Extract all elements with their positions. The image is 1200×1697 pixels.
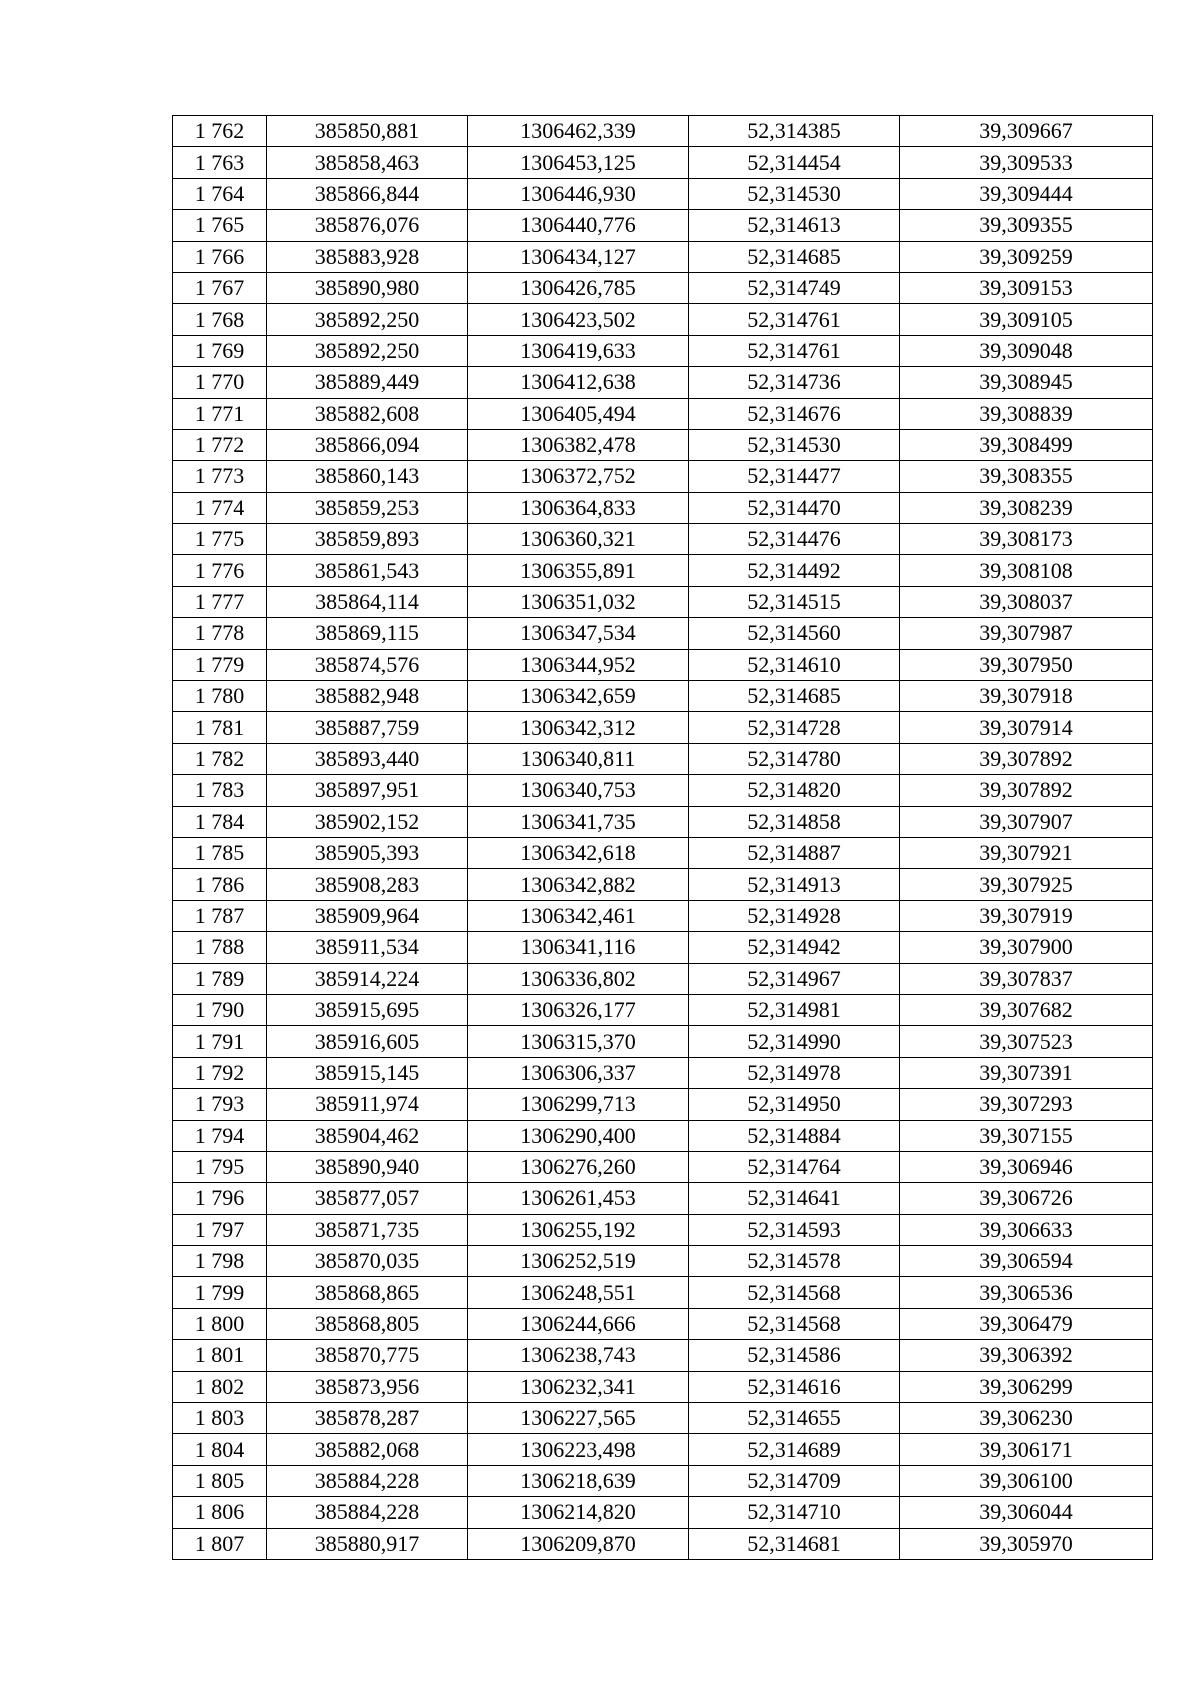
- x-coordinate-cell: 385889,449: [267, 367, 468, 398]
- y-coordinate-cell: 1306347,534: [468, 618, 689, 649]
- x-coordinate-cell: 385911,534: [267, 932, 468, 963]
- latitude-cell: 52,314950: [689, 1089, 900, 1120]
- table-row: [173, 1120, 1153, 1151]
- x-coordinate-cell: 385858,463: [267, 147, 468, 178]
- table-row: [173, 869, 1153, 900]
- longitude-cell: 39,305970: [900, 1528, 1153, 1559]
- table-row: [173, 681, 1153, 712]
- table-row: [173, 147, 1153, 178]
- table-row: [173, 775, 1153, 806]
- latitude-cell: 52,314913: [689, 869, 900, 900]
- longitude-cell: 39,308839: [900, 398, 1153, 429]
- x-coordinate-cell: 385897,951: [267, 775, 468, 806]
- longitude-cell: 39,306594: [900, 1246, 1153, 1277]
- latitude-cell: 52,314613: [689, 210, 900, 241]
- longitude-cell: 39,308239: [900, 492, 1153, 523]
- y-coordinate-cell: 1306299,713: [468, 1089, 689, 1120]
- latitude-cell: 52,314593: [689, 1214, 900, 1245]
- latitude-cell: 52,314530: [689, 429, 900, 460]
- y-coordinate-cell: 1306315,370: [468, 1026, 689, 1057]
- y-coordinate-cell: 1306238,743: [468, 1340, 689, 1371]
- y-coordinate-cell: 1306227,565: [468, 1403, 689, 1434]
- point-number-cell: 1 781: [173, 712, 267, 743]
- table-row: [173, 1214, 1153, 1245]
- longitude-cell: 39,307523: [900, 1026, 1153, 1057]
- latitude-cell: 52,314492: [689, 555, 900, 586]
- point-number-cell: 1 795: [173, 1151, 267, 1182]
- table-row: [173, 1434, 1153, 1465]
- table-row: [173, 492, 1153, 523]
- longitude-cell: 39,308173: [900, 524, 1153, 555]
- y-coordinate-cell: 1306209,870: [468, 1528, 689, 1559]
- latitude-cell: 52,314610: [689, 649, 900, 680]
- y-coordinate-cell: 1306223,498: [468, 1434, 689, 1465]
- x-coordinate-cell: 385868,865: [267, 1277, 468, 1308]
- y-coordinate-cell: 1306341,116: [468, 932, 689, 963]
- longitude-cell: 39,307155: [900, 1120, 1153, 1151]
- longitude-cell: 39,306100: [900, 1465, 1153, 1496]
- table-row: [173, 1151, 1153, 1182]
- x-coordinate-cell: 385850,881: [267, 116, 468, 147]
- x-coordinate-cell: 385860,143: [267, 461, 468, 492]
- longitude-cell: 39,306536: [900, 1277, 1153, 1308]
- longitude-cell: 39,309533: [900, 147, 1153, 178]
- x-coordinate-cell: 385864,114: [267, 586, 468, 617]
- latitude-cell: 52,314887: [689, 837, 900, 868]
- table-row: [173, 932, 1153, 963]
- point-number-cell: 1 800: [173, 1308, 267, 1339]
- point-number-cell: 1 766: [173, 241, 267, 272]
- latitude-cell: 52,314530: [689, 178, 900, 209]
- longitude-cell: 39,307892: [900, 775, 1153, 806]
- table-row: [173, 335, 1153, 366]
- longitude-cell: 39,306230: [900, 1403, 1153, 1434]
- latitude-cell: 52,314568: [689, 1277, 900, 1308]
- longitude-cell: 39,308108: [900, 555, 1153, 586]
- x-coordinate-cell: 385915,695: [267, 994, 468, 1025]
- table-row: [173, 1371, 1153, 1402]
- longitude-cell: 39,307914: [900, 712, 1153, 743]
- point-number-cell: 1 802: [173, 1371, 267, 1402]
- table-row: [173, 1277, 1153, 1308]
- y-coordinate-cell: 1306214,820: [468, 1497, 689, 1528]
- x-coordinate-cell: 385905,393: [267, 837, 468, 868]
- x-coordinate-cell: 385882,068: [267, 1434, 468, 1465]
- point-number-cell: 1 778: [173, 618, 267, 649]
- y-coordinate-cell: 1306342,659: [468, 681, 689, 712]
- table-row: [173, 116, 1153, 147]
- x-coordinate-cell: 385868,805: [267, 1308, 468, 1339]
- latitude-cell: 52,314568: [689, 1308, 900, 1339]
- longitude-cell: 39,307950: [900, 649, 1153, 680]
- x-coordinate-cell: 385876,076: [267, 210, 468, 241]
- point-number-cell: 1 807: [173, 1528, 267, 1559]
- table-row: [173, 586, 1153, 617]
- point-number-cell: 1 804: [173, 1434, 267, 1465]
- table-row: [173, 837, 1153, 868]
- x-coordinate-cell: 385916,605: [267, 1026, 468, 1057]
- table-row: [173, 555, 1153, 586]
- y-coordinate-cell: 1306446,930: [468, 178, 689, 209]
- table-row: [173, 1497, 1153, 1528]
- y-coordinate-cell: 1306340,753: [468, 775, 689, 806]
- table-row: [173, 524, 1153, 555]
- x-coordinate-cell: 385870,775: [267, 1340, 468, 1371]
- table-row: [173, 398, 1153, 429]
- latitude-cell: 52,314710: [689, 1497, 900, 1528]
- latitude-cell: 52,314586: [689, 1340, 900, 1371]
- x-coordinate-cell: 385866,844: [267, 178, 468, 209]
- longitude-cell: 39,307837: [900, 963, 1153, 994]
- longitude-cell: 39,307919: [900, 900, 1153, 931]
- latitude-cell: 52,314477: [689, 461, 900, 492]
- point-number-cell: 1 765: [173, 210, 267, 241]
- y-coordinate-cell: 1306276,260: [468, 1151, 689, 1182]
- point-number-cell: 1 770: [173, 367, 267, 398]
- x-coordinate-cell: 385869,115: [267, 618, 468, 649]
- point-number-cell: 1 794: [173, 1120, 267, 1151]
- longitude-cell: 39,309259: [900, 241, 1153, 272]
- y-coordinate-cell: 1306453,125: [468, 147, 689, 178]
- latitude-cell: 52,314709: [689, 1465, 900, 1496]
- y-coordinate-cell: 1306342,461: [468, 900, 689, 931]
- y-coordinate-cell: 1306244,666: [468, 1308, 689, 1339]
- point-number-cell: 1 772: [173, 429, 267, 460]
- x-coordinate-cell: 385882,948: [267, 681, 468, 712]
- table-row: [173, 1183, 1153, 1214]
- table-row: [173, 1340, 1153, 1371]
- longitude-cell: 39,306633: [900, 1214, 1153, 1245]
- longitude-cell: 39,306726: [900, 1183, 1153, 1214]
- x-coordinate-cell: 385873,956: [267, 1371, 468, 1402]
- x-coordinate-cell: 385911,974: [267, 1089, 468, 1120]
- y-coordinate-cell: 1306218,639: [468, 1465, 689, 1496]
- latitude-cell: 52,314942: [689, 932, 900, 963]
- point-number-cell: 1 792: [173, 1057, 267, 1088]
- table-row: [173, 1057, 1153, 1088]
- latitude-cell: 52,314685: [689, 681, 900, 712]
- x-coordinate-cell: 385904,462: [267, 1120, 468, 1151]
- longitude-cell: 39,306044: [900, 1497, 1153, 1528]
- x-coordinate-cell: 385884,228: [267, 1497, 468, 1528]
- longitude-cell: 39,308499: [900, 429, 1153, 460]
- point-number-cell: 1 771: [173, 398, 267, 429]
- y-coordinate-cell: 1306290,400: [468, 1120, 689, 1151]
- point-number-cell: 1 796: [173, 1183, 267, 1214]
- coordinates-table-body: [173, 116, 1153, 1560]
- table-row: [173, 1465, 1153, 1496]
- y-coordinate-cell: 1306426,785: [468, 272, 689, 303]
- longitude-cell: 39,307921: [900, 837, 1153, 868]
- latitude-cell: 52,314858: [689, 806, 900, 837]
- y-coordinate-cell: 1306351,032: [468, 586, 689, 617]
- point-number-cell: 1 775: [173, 524, 267, 555]
- point-number-cell: 1 790: [173, 994, 267, 1025]
- latitude-cell: 52,314990: [689, 1026, 900, 1057]
- y-coordinate-cell: 1306261,453: [468, 1183, 689, 1214]
- table-row: [173, 1089, 1153, 1120]
- point-number-cell: 1 779: [173, 649, 267, 680]
- latitude-cell: 52,314749: [689, 272, 900, 303]
- x-coordinate-cell: 385890,980: [267, 272, 468, 303]
- point-number-cell: 1 791: [173, 1026, 267, 1057]
- x-coordinate-cell: 385883,928: [267, 241, 468, 272]
- latitude-cell: 52,314761: [689, 304, 900, 335]
- table-row: [173, 241, 1153, 272]
- latitude-cell: 52,314820: [689, 775, 900, 806]
- x-coordinate-cell: 385882,608: [267, 398, 468, 429]
- longitude-cell: 39,307925: [900, 869, 1153, 900]
- x-coordinate-cell: 385892,250: [267, 335, 468, 366]
- point-number-cell: 1 793: [173, 1089, 267, 1120]
- latitude-cell: 52,314641: [689, 1183, 900, 1214]
- longitude-cell: 39,309048: [900, 335, 1153, 366]
- x-coordinate-cell: 385908,283: [267, 869, 468, 900]
- latitude-cell: 52,314780: [689, 743, 900, 774]
- point-number-cell: 1 784: [173, 806, 267, 837]
- table-row: [173, 272, 1153, 303]
- table-row: [173, 461, 1153, 492]
- point-number-cell: 1 797: [173, 1214, 267, 1245]
- table-row: [173, 304, 1153, 335]
- longitude-cell: 39,307391: [900, 1057, 1153, 1088]
- longitude-cell: 39,306299: [900, 1371, 1153, 1402]
- longitude-cell: 39,307907: [900, 806, 1153, 837]
- y-coordinate-cell: 1306440,776: [468, 210, 689, 241]
- y-coordinate-cell: 1306252,519: [468, 1246, 689, 1277]
- point-number-cell: 1 782: [173, 743, 267, 774]
- point-number-cell: 1 768: [173, 304, 267, 335]
- y-coordinate-cell: 1306232,341: [468, 1371, 689, 1402]
- table-row: [173, 743, 1153, 774]
- latitude-cell: 52,314470: [689, 492, 900, 523]
- x-coordinate-cell: 385880,917: [267, 1528, 468, 1559]
- coordinates-table: [172, 115, 1153, 1560]
- latitude-cell: 52,314728: [689, 712, 900, 743]
- latitude-cell: 52,314967: [689, 963, 900, 994]
- point-number-cell: 1 783: [173, 775, 267, 806]
- latitude-cell: 52,314454: [689, 147, 900, 178]
- x-coordinate-cell: 385861,543: [267, 555, 468, 586]
- latitude-cell: 52,314681: [689, 1528, 900, 1559]
- y-coordinate-cell: 1306462,339: [468, 116, 689, 147]
- longitude-cell: 39,308037: [900, 586, 1153, 617]
- table-row: [173, 712, 1153, 743]
- table-row: [173, 994, 1153, 1025]
- longitude-cell: 39,308355: [900, 461, 1153, 492]
- longitude-cell: 39,309667: [900, 116, 1153, 147]
- y-coordinate-cell: 1306344,952: [468, 649, 689, 680]
- table-row: [173, 1308, 1153, 1339]
- table-row: [173, 963, 1153, 994]
- point-number-cell: 1 780: [173, 681, 267, 712]
- longitude-cell: 39,309355: [900, 210, 1153, 241]
- table-row: [173, 806, 1153, 837]
- latitude-cell: 52,314928: [689, 900, 900, 931]
- table-row: [173, 649, 1153, 680]
- x-coordinate-cell: 385915,145: [267, 1057, 468, 1088]
- table-row: [173, 429, 1153, 460]
- y-coordinate-cell: 1306336,802: [468, 963, 689, 994]
- latitude-cell: 52,314560: [689, 618, 900, 649]
- point-number-cell: 1 777: [173, 586, 267, 617]
- x-coordinate-cell: 385902,152: [267, 806, 468, 837]
- point-number-cell: 1 774: [173, 492, 267, 523]
- x-coordinate-cell: 385892,250: [267, 304, 468, 335]
- point-number-cell: 1 776: [173, 555, 267, 586]
- longitude-cell: 39,307682: [900, 994, 1153, 1025]
- y-coordinate-cell: 1306419,633: [468, 335, 689, 366]
- y-coordinate-cell: 1306372,752: [468, 461, 689, 492]
- y-coordinate-cell: 1306382,478: [468, 429, 689, 460]
- point-number-cell: 1 803: [173, 1403, 267, 1434]
- latitude-cell: 52,314736: [689, 367, 900, 398]
- latitude-cell: 52,314884: [689, 1120, 900, 1151]
- table-row: [173, 178, 1153, 209]
- y-coordinate-cell: 1306340,811: [468, 743, 689, 774]
- x-coordinate-cell: 385890,940: [267, 1151, 468, 1182]
- x-coordinate-cell: 385914,224: [267, 963, 468, 994]
- point-number-cell: 1 806: [173, 1497, 267, 1528]
- y-coordinate-cell: 1306342,312: [468, 712, 689, 743]
- x-coordinate-cell: 385871,735: [267, 1214, 468, 1245]
- y-coordinate-cell: 1306434,127: [468, 241, 689, 272]
- point-number-cell: 1 763: [173, 147, 267, 178]
- latitude-cell: 52,314761: [689, 335, 900, 366]
- x-coordinate-cell: 385877,057: [267, 1183, 468, 1214]
- longitude-cell: 39,306479: [900, 1308, 1153, 1339]
- y-coordinate-cell: 1306341,735: [468, 806, 689, 837]
- y-coordinate-cell: 1306360,321: [468, 524, 689, 555]
- point-number-cell: 1 799: [173, 1277, 267, 1308]
- longitude-cell: 39,307987: [900, 618, 1153, 649]
- longitude-cell: 39,309153: [900, 272, 1153, 303]
- y-coordinate-cell: 1306423,502: [468, 304, 689, 335]
- point-number-cell: 1 801: [173, 1340, 267, 1371]
- point-number-cell: 1 767: [173, 272, 267, 303]
- longitude-cell: 39,307892: [900, 743, 1153, 774]
- latitude-cell: 52,314385: [689, 116, 900, 147]
- y-coordinate-cell: 1306342,618: [468, 837, 689, 868]
- point-number-cell: 1 785: [173, 837, 267, 868]
- point-number-cell: 1 787: [173, 900, 267, 931]
- latitude-cell: 52,314578: [689, 1246, 900, 1277]
- table-row: [173, 1403, 1153, 1434]
- longitude-cell: 39,307293: [900, 1089, 1153, 1120]
- x-coordinate-cell: 385859,253: [267, 492, 468, 523]
- latitude-cell: 52,314616: [689, 1371, 900, 1402]
- longitude-cell: 39,308945: [900, 367, 1153, 398]
- longitude-cell: 39,306392: [900, 1340, 1153, 1371]
- latitude-cell: 52,314676: [689, 398, 900, 429]
- latitude-cell: 52,314981: [689, 994, 900, 1025]
- longitude-cell: 39,309105: [900, 304, 1153, 335]
- y-coordinate-cell: 1306412,638: [468, 367, 689, 398]
- table-row: [173, 367, 1153, 398]
- table-row: [173, 1528, 1153, 1559]
- latitude-cell: 52,314476: [689, 524, 900, 555]
- longitude-cell: 39,306171: [900, 1434, 1153, 1465]
- point-number-cell: 1 769: [173, 335, 267, 366]
- table-row: [173, 1026, 1153, 1057]
- y-coordinate-cell: 1306326,177: [468, 994, 689, 1025]
- point-number-cell: 1 786: [173, 869, 267, 900]
- x-coordinate-cell: 385859,893: [267, 524, 468, 555]
- y-coordinate-cell: 1306306,337: [468, 1057, 689, 1088]
- y-coordinate-cell: 1306364,833: [468, 492, 689, 523]
- longitude-cell: 39,306946: [900, 1151, 1153, 1182]
- latitude-cell: 52,314764: [689, 1151, 900, 1182]
- table-row: [173, 210, 1153, 241]
- x-coordinate-cell: 385870,035: [267, 1246, 468, 1277]
- y-coordinate-cell: 1306405,494: [468, 398, 689, 429]
- point-number-cell: 1 764: [173, 178, 267, 209]
- longitude-cell: 39,309444: [900, 178, 1153, 209]
- latitude-cell: 52,314655: [689, 1403, 900, 1434]
- table-row: [173, 1246, 1153, 1277]
- x-coordinate-cell: 385878,287: [267, 1403, 468, 1434]
- point-number-cell: 1 773: [173, 461, 267, 492]
- y-coordinate-cell: 1306248,551: [468, 1277, 689, 1308]
- longitude-cell: 39,307900: [900, 932, 1153, 963]
- y-coordinate-cell: 1306255,192: [468, 1214, 689, 1245]
- point-number-cell: 1 805: [173, 1465, 267, 1496]
- longitude-cell: 39,307918: [900, 681, 1153, 712]
- table-row: [173, 900, 1153, 931]
- y-coordinate-cell: 1306355,891: [468, 555, 689, 586]
- point-number-cell: 1 762: [173, 116, 267, 147]
- x-coordinate-cell: 385887,759: [267, 712, 468, 743]
- point-number-cell: 1 798: [173, 1246, 267, 1277]
- x-coordinate-cell: 385866,094: [267, 429, 468, 460]
- y-coordinate-cell: 1306342,882: [468, 869, 689, 900]
- x-coordinate-cell: 385884,228: [267, 1465, 468, 1496]
- x-coordinate-cell: 385874,576: [267, 649, 468, 680]
- latitude-cell: 52,314978: [689, 1057, 900, 1088]
- point-number-cell: 1 788: [173, 932, 267, 963]
- table-row: [173, 618, 1153, 649]
- x-coordinate-cell: 385893,440: [267, 743, 468, 774]
- x-coordinate-cell: 385909,964: [267, 900, 468, 931]
- latitude-cell: 52,314689: [689, 1434, 900, 1465]
- latitude-cell: 52,314515: [689, 586, 900, 617]
- latitude-cell: 52,314685: [689, 241, 900, 272]
- point-number-cell: 1 789: [173, 963, 267, 994]
